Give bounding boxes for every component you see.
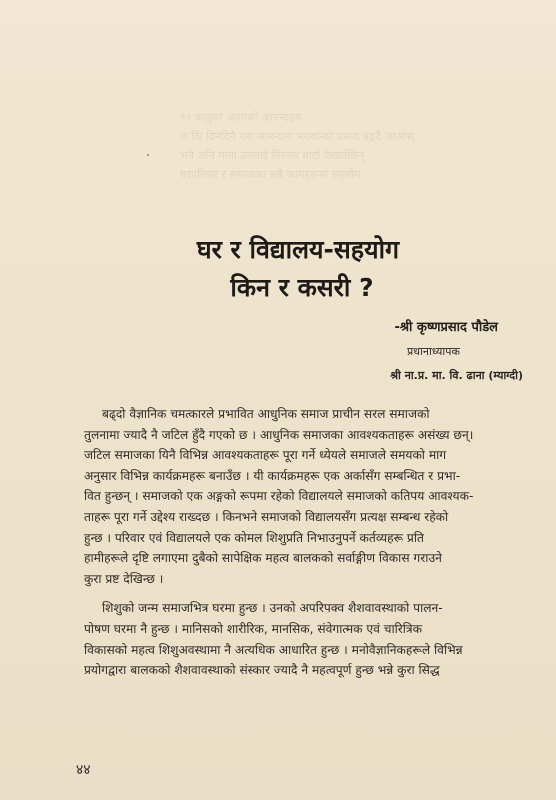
article-body bbox=[84, 404, 518, 681]
paragraph-2 bbox=[84, 598, 518, 680]
author-school: श्री ना.प्र. मा. वि. ढाना (म्याग्दी) bbox=[390, 369, 523, 382]
speck-mark bbox=[147, 154, 149, 156]
text-line: बढ्दो वैज्ञानिक चमत्कारले प्रभावित आधुनिक समाज प्राचीन सरल समाजको bbox=[102, 407, 430, 421]
page-number: ४४ bbox=[76, 762, 91, 778]
article-title-line-1: घर र विद्यालय-सहयोग bbox=[196, 235, 400, 264]
paragraph-1 bbox=[84, 404, 518, 589]
text-line: विकासको महत्व शिशुअवस्थामा नै अत्यधिक आधारित हुन्छ । मनोवैज्ञानिकहरूले विभिन्न bbox=[84, 642, 463, 657]
text-line: वित हुन्छन् । समाजको एक अङ्गको रूपमा रहेको विद्यालयले समाजको कतिपय आवश्यक- bbox=[84, 489, 474, 504]
text-line: पोषण घरमा नै हुन्छ । मानिसको शारीरिक, मानसिक, संवेगात्मक एवं चारित्रिक bbox=[84, 621, 423, 636]
article-title-line-2: किन र कसरी ? bbox=[230, 273, 374, 302]
bleed-line: घरपरिवार र समाजका सबै कामहरूमा सहयोग bbox=[180, 168, 361, 181]
text-line: ताहरू पूरा गर्ने उद्देश्य राख्दछ । किनभने समाजको विद्यालयसँग प्रत्यक्ष सम्बन्ध रहेको bbox=[84, 509, 449, 524]
text-line: अनुसार विभिन्न कार्यक्रमहरू बनाउँछ । यी कार्यक्रमहरू एक अर्कासँग सम्बन्धित र प्रभा- bbox=[84, 468, 461, 483]
bleed-line: छ कि दिनदिनै यस आनन्दमा भगवान्को प्रसाद बढ्दै जाओस् bbox=[180, 130, 415, 143]
bleed-line: ९२ बालुको आमाको आनन्दहरू bbox=[180, 111, 303, 124]
text-line: शिशुको जन्म समाजभित्र घरमा हुन्छ । उनको अपरिपक्व शैशवावस्थाको पालन- bbox=[102, 601, 443, 616]
text-line: हामीहरूले दृष्टि लगाएमा दुबैको सापेक्षिक महत्व बालकको सर्वाङ्गीण विकास गराउने bbox=[84, 551, 442, 566]
text-line: तुलनामा ज्यादै नै जटिल हुँदै गएको छ । आधुनिक समाजका आवश्यकताहरू असंख्य छन्। bbox=[84, 427, 474, 442]
text-line: हुन्छ । परिवार एवं विद्यालयले एक कोमल शिशुप्रति निभाउनुपर्ने कर्तव्यहरू प्रति bbox=[84, 530, 424, 545]
bleed-line: भने अनि माता उनलाई निरन्तर बाटो देखाउँछिन् bbox=[180, 149, 365, 162]
text-line: कुरा प्रष्ट देखिन्छ । bbox=[84, 571, 164, 586]
text-line: जटिल समाजका यिनै विभिन्न आवश्यकताहरू पूरा गर्ने ध्येयले समाजले समयको माग bbox=[84, 448, 447, 463]
author-role: प्रधानाध्यापक bbox=[407, 345, 460, 358]
bleed-through-text bbox=[180, 108, 520, 184]
author-name: -श्री कृष्णप्रसाद पौडेल bbox=[394, 320, 498, 335]
text-line: प्रयोगद्वारा बालकको शैशवावस्थाको संस्कार ज्यादै नै महत्वपूर्ण हुन्छ भन्ने कुरा सिद्ध bbox=[84, 663, 440, 678]
